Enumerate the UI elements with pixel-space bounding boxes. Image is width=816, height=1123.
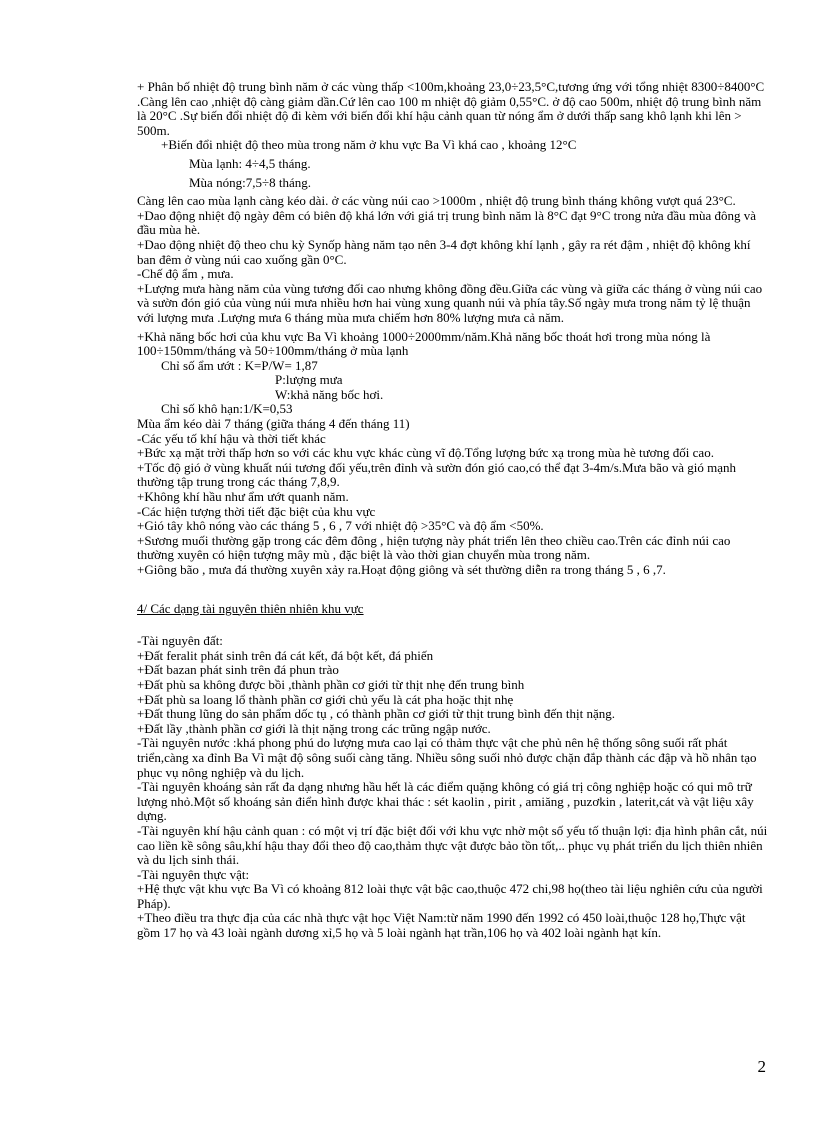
paragraph-humidity-heading: -Chế độ ẩm , mưa. [137,266,234,282]
paragraph-flora-system: +Hệ thực vật khu vực Ba Vì có khoảng 812 loài thực vật bậc cao,thuộc 472 chi,98 họ(theo tài liệu nghiên cứu của người Pháp). [137,881,763,911]
paragraph-synoptic-cycle: +Dao động nhiệt độ theo chu kỳ Synốp hàng năm tạo nên 3-4 đợt không khí lạnh , gây ra rét đậm , nhiệt độ không khí ban đêm ở vùng núi cao xuống gần 0°C. [137,236,751,267]
paragraph-cold-season: Mùa lạnh: 4÷4,5 tháng. [189,155,311,171]
paragraph-seasonal-variation: +Biến đổi nhiệt độ theo mùa trong năm ở khu vực Ba Vì khá cao , khoảng 12°C [161,137,577,153]
paragraph-mottled-alluvial-soil: +Đất phù sa loang lổ thành phần cơ giới chủ yếu là cát pha hoặc thịt nhẹ [137,691,514,707]
paragraph-air-humidity: +Không khí hầu như ẩm ướt quanh năm. [137,489,349,505]
paragraph-feralit-soil: +Đất feralit phát sinh trên đá cát kết, đá bột kết, đá phiến [137,647,434,663]
paragraph-evaporation: +Khả năng bốc hơi của khu vực Ba Vì khoảng 1000÷2000mm/năm.Khả năng bốc thoát hơi trong mùa nóng là 100÷150mm/tháng và 50÷100mm/tháng ở mùa lạnh [137,328,711,359]
paragraph-wind-speed: +Tốc độ gió ở vùng khuất núi tương đối yếu,trên đỉnh và sườn đón gió cao,có thể đạt 3-4m/s.Mưa bão và gió mạnh thường tập trung trong các tháng 7,8,9. [137,459,736,490]
paragraph-alluvial-soil: +Đất phù sa không được bồi ,thành phần cơ giới từ thịt nhẹ đến trung bình [137,676,525,692]
page-number: 2 [757,1057,766,1076]
paragraph-solar-radiation: +Bức xạ mặt trời thấp hơn so với các khu vực khác cùng vĩ độ.Tổng lượng bức xạ trong mùa hè tương đối cao. [137,445,714,461]
paragraph-mineral-resources: -Tài nguyên khoáng sản rất đa dạng nhưng hầu hết là các điểm quặng không có giá trị công nghiệp hoặc có qui mô trữ lượng nhỏ.Một số khoáng sản điển hình được khai thác : sét kaolin , pirit , amiăng , puzơkin , laterit,cát và vật liệu xây dựng. [137,779,754,824]
paragraph-soil-heading: -Tài nguyên đất: [137,633,223,649]
section-heading-natural-resources: 4/ Các dạng tài nguyên thiên nhiên khu vực [137,600,364,616]
paragraph-marsh-soil: +Đất lầy ,thành phần cơ giới là thịt nặng trong các trũng ngập nước. [137,720,491,736]
paragraph-storms: +Giông bão , mưa đá thường xuyên xảy ra.Hoạt động giông và sét thường diễn ra trong tháng 5 , 6 ,7. [137,562,666,577]
paragraph-rainfall: +Lượng mưa hàng năm của vùng tương đối cao nhưng không đồng đều.Giữa các vùng và giữa các tháng ở vùng núi cao và sườn đón gió của vùng núi mưa nhiều hơn hai vùng xung quanh núi và phía tây.Số ngày mưa trong năm tỷ lệ thuận với lượng mưa .Lượng mưa 6 tháng mùa mưa chiếm hơn 80% lượng mưa cả năm. [137,280,763,325]
paragraph-temperature-distribution: + Phân bố nhiệt độ trung bình năm ở các vùng thấp <100m,khoảng 23,0÷23,5°C,tương ứng với tổng nhiệt 8300÷8400°C .Càng lên cao ,nhiệt độ càng giảm dần.Cứ lên cao 100 m nhiệt độ giảm 0,55°C. ở độ cao 500m, nhiệt độ trung bình năm là 20°C .Sự biến đổi nhiệt độ đi kèm với biến đổi khí hậu cảnh quan từ nóng ẩm ở dưới thấp sang khô lạnh khi lên > 500m. [137,79,765,138]
paragraph-daily-amplitude: +Dao động nhiệt độ ngày đêm có biên độ khá lớn với giá trị trung bình năm là 8°C đạt 9°C trong nửa đầu mùa đông và đầu mùa hè. [137,207,757,238]
paragraph-valley-soil: +Đất thung lũng do sản phẩm dốc tụ , có thành phần cơ giới từ thịt trung bình đến thịt nặng. [137,706,616,722]
paragraph-hot-season: Mùa nóng:7,5÷8 tháng. [189,174,311,190]
paragraph-flora-heading: -Tài nguyên thực vật: [137,866,250,882]
paragraph-frost: +Sương muối thường gặp trong các đêm đông , hiện tượng này phát triển lên theo chiều cao.Trên các đỉnh núi cao thường xuyên có hiện tượng mây mù , đặc biệt là vào thời gian chuyển mùa trong năm. [137,532,731,563]
paragraph-p-definition: P:lượng mưa [275,372,343,388]
paragraph-humidity-index: Chỉ số ẩm ướt : K=P/W= 1,87 [161,357,318,373]
paragraph-altitude-cold: Càng lên cao mùa lạnh càng kéo dài. ở các vùng núi cao >1000m , nhiệt độ trung bình tháng không vượt quá 23°C. [137,193,736,209]
paragraph-flora-survey: +Theo điều tra thực địa của các nhà thực vật học Việt Nam:từ năm 1990 đến 1992 có 450 loài,thuộc 128 họ,Thực vật gồm 17 họ và 43 loài ngành dương xỉ,5 họ và 5 loài ngành hạt trần,106 họ và 402 loài ngành hạt kín. [137,910,746,941]
paragraph-special-weather-heading: -Các hiện tượng thời tiết đặc biệt của khu vực [137,503,376,519]
paragraph-dry-wind: +Gió tây khô nóng vào các tháng 5 , 6 , 7 với nhiệt độ >35°C và độ ẩm <50%. [137,518,544,534]
document-body [137,80,769,941]
paragraph-other-factors-heading: -Các yếu tố khí hậu và thời tiết khác [137,430,326,446]
paragraph-climate-landscape: -Tài nguyên khí hậu cảnh quan : có một vị trí đặc biệt đối với khu vực nhờ một số yếu tố thuận lợi: địa hình phân cắt, núi cao liền kề sông sâu,khí hậu thay đổi theo độ cao,thảm thực vật được bảo tồn tốt,.. phục vụ phát triển du lịch thiên nhiên và du lịch sinh thái. [137,822,768,868]
paragraph-drought-index: Chỉ số khô hạn:1/K=0,53 [161,401,293,417]
paragraph-humid-season: Mùa ẩm kéo dài 7 tháng (giữa tháng 4 đến tháng 11) [137,416,410,432]
paragraph-w-definition: W:khả năng bốc hơi. [275,386,384,402]
paragraph-water-resources: -Tài nguyên nước :khá phong phú do lượng mưa cao lại có thảm thực vật che phủ nên hệ thống sông suối rất phát triển,càng xa đỉnh Ba Vì mật độ sông suối càng tăng. Nhiều sông suối nhỏ được chặn đắp thành các đập và hồ nhân tạo phục vụ nông nghiệp và du lịch. [137,735,757,780]
paragraph-basalt-soil: +Đất bazan phát sinh trên đá phun trào [137,662,339,678]
